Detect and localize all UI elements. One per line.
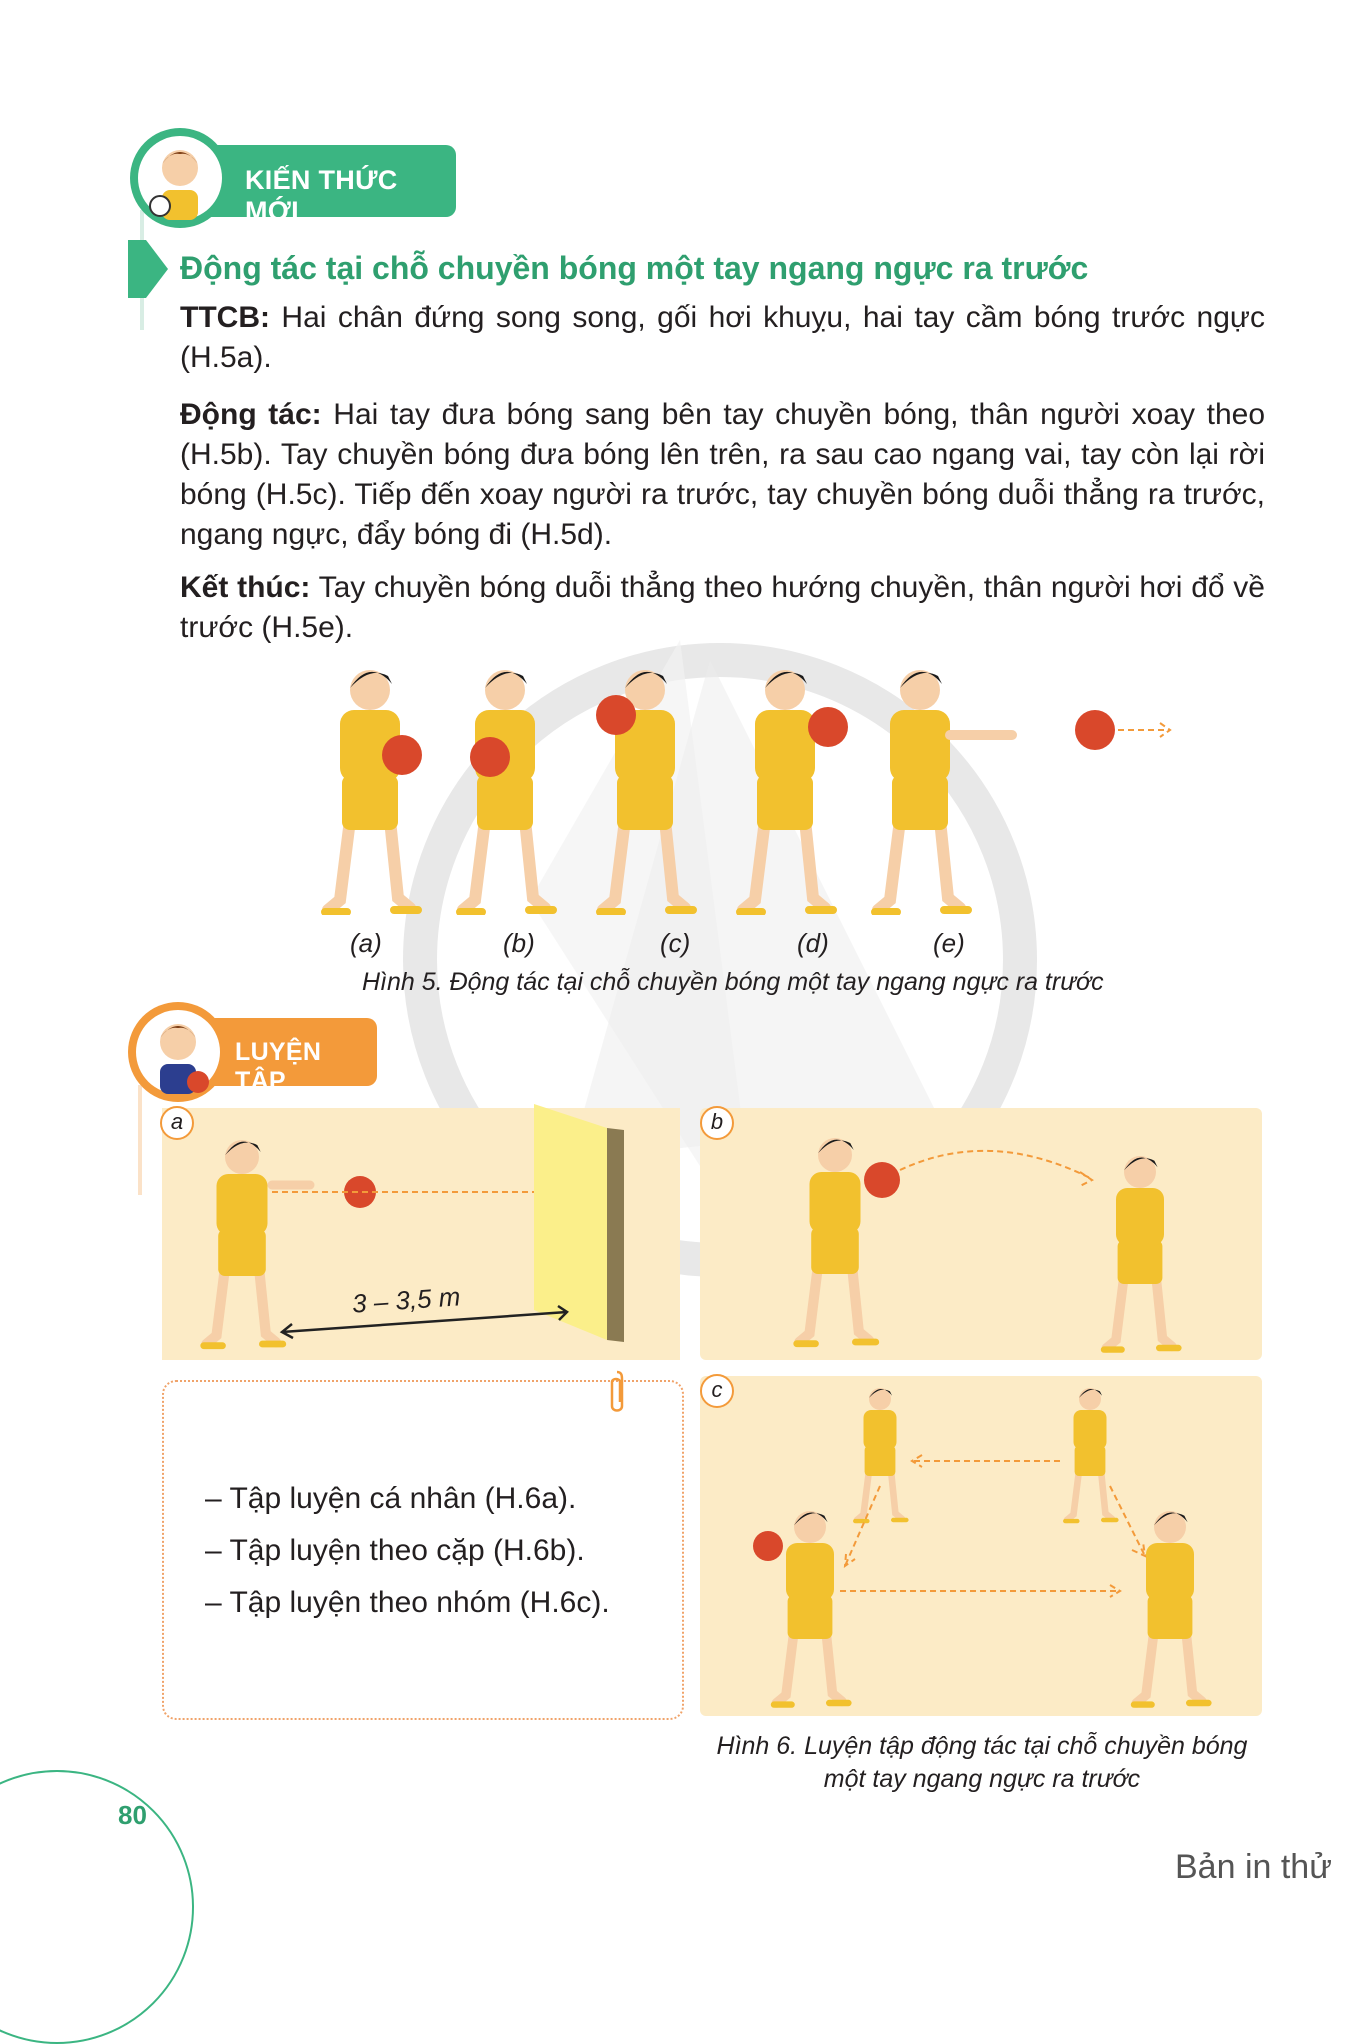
- heading-arrow-icon: [128, 240, 168, 298]
- figure5-label-b: (b): [503, 928, 535, 958]
- paragraph-ket-thuc: [180, 568, 1265, 648]
- practice-item-pair: – Tập luyện theo cặp (H.6b).: [205, 1534, 585, 1567]
- figure6b-illustration: [700, 1108, 1262, 1360]
- figure6a-illustration: [162, 1100, 680, 1360]
- figure5-player-e: [875, 670, 1012, 912]
- figure5-label-d: (d): [797, 928, 829, 958]
- section-heading: Động tác tại chỗ chuyền bóng một tay ngang ngực ra trước: [180, 250, 1089, 286]
- avatar-boy-basketball-icon: [128, 1002, 228, 1102]
- practice-item-group: – Tập luyện theo nhóm (H.6c).: [205, 1586, 610, 1619]
- figure5-label-c: (c): [660, 928, 691, 958]
- paragraph-lead: Động tác:: [180, 398, 322, 431]
- paragraph-dong-tac: [180, 395, 1265, 555]
- avatar-boy-icon: [130, 128, 230, 228]
- paragraph-text: Tay chuyền bóng duỗi thẳng theo hướng chuyền, thân người hơi đổ về trước (H.5e).: [180, 571, 1265, 644]
- figure6-panel-b-label: b: [700, 1106, 734, 1140]
- figure5-illustration: [300, 655, 1220, 915]
- figure6-caption-line1: Hình 6. Luyện tập động tác tại chỗ chuyền bóng: [716, 1732, 1248, 1760]
- figure6-caption-line2: một tay ngang ngực ra trước: [823, 1765, 1141, 1793]
- page-number: 80: [118, 1800, 147, 1830]
- paragraph-lead: TTCB:: [180, 301, 270, 334]
- figure5-label-a: (a): [350, 928, 382, 958]
- section-rule: [138, 1085, 142, 1195]
- figure6-panel-c-label: c: [700, 1374, 734, 1408]
- print-proof-note: Bản in thử: [1175, 1848, 1332, 1886]
- section-badge-label: KIẾN THỨC MỚI: [245, 165, 398, 226]
- paragraph-lead: Kết thúc:: [180, 571, 311, 604]
- paragraph-text: Hai chân đứng song song, gối hơi khuỵu, hai tay cầm bóng trước ngực (H.5a).: [180, 301, 1265, 374]
- paragraph-ttcb: [180, 298, 1265, 378]
- figure5-player-c: [596, 670, 693, 912]
- page-number-arc: [0, 1770, 194, 2044]
- paperclip-icon: [610, 1370, 624, 1414]
- figure5-label-e: (e): [933, 928, 965, 958]
- figure5-player-a: [325, 670, 422, 912]
- paragraph-text: Hai tay đưa bóng sang bên tay chuyền bóng, thân người xoay theo (H.5b). Tay chuyền bóng đưa bóng lên trên, ra sau cao ngang vai, tay còn lại rời bóng (H.5c). Tiếp đến xoay người ra trước, tay chuyền bóng duỗi thẳng ra trước, ngang ngực, đẩy bóng đi (H.5d).: [180, 398, 1265, 551]
- figure5-ball-flying: [1075, 710, 1115, 750]
- figure6-panel-a-label: a: [160, 1106, 194, 1140]
- distance-label: 3 – 3,5 m: [351, 1281, 462, 1319]
- figure6c-illustration: [700, 1376, 1262, 1716]
- practice-item-individual: – Tập luyện cá nhân (H.6a).: [205, 1482, 577, 1515]
- figure5-player-b: [460, 670, 553, 912]
- figure5-player-d: [740, 670, 848, 912]
- figure5-caption: Hình 5. Động tác tại chỗ chuyền bóng một tay ngang ngực ra trước: [362, 968, 1104, 996]
- section-badge-label: LUYỆN TẬP: [235, 1038, 322, 1095]
